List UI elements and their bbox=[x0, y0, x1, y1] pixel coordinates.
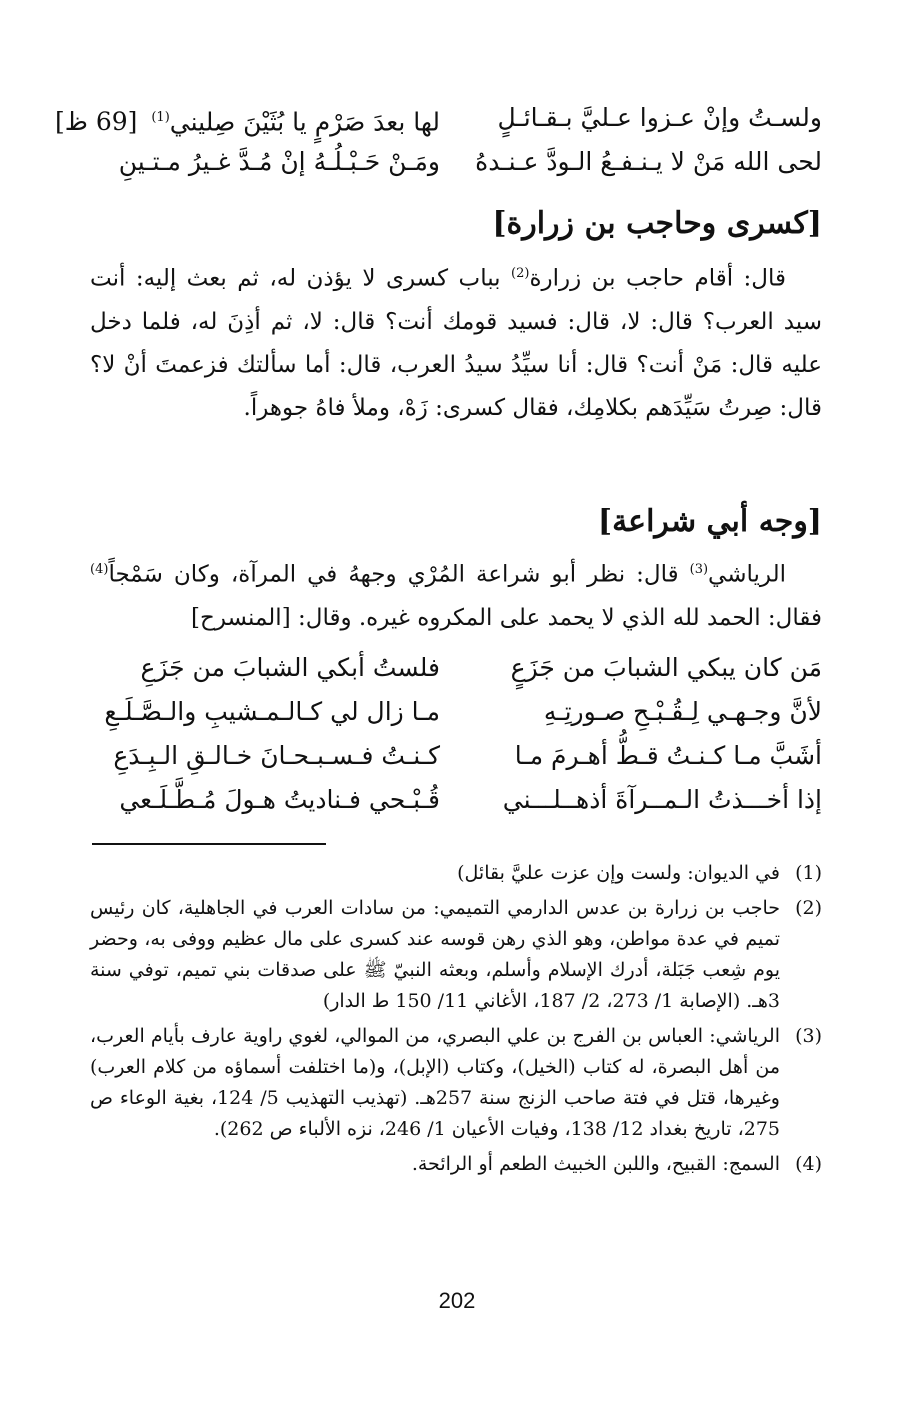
verse-hemistich-first: لحى الله مَنْ لا يـنـفـعُ الـودَّ عـنـدهُ bbox=[475, 147, 822, 176]
verse-hemistich-second: فلستُ أبكي الشبابَ من جَزَعِ bbox=[140, 653, 440, 682]
verse-hemistich-second: مـا زال لي كـالـمـشيبِ والـصَّـلَـعِ bbox=[104, 697, 440, 726]
verse-hemistich-second bbox=[54, 96, 440, 144]
paragraph-text: الرياشي bbox=[708, 561, 786, 588]
section-heading: [كسرى وحاجب بن زرارة] bbox=[492, 206, 822, 241]
verse-hemistich-second: ومَـنْ حَـبْـلُـهُ إنْ مُـدَّ غـيرُ مـتـينِ bbox=[118, 147, 440, 176]
paragraph-text: قال: نظر أبو شراعة المُرْي وجههُ في المرآة، وكان سَمْجاً bbox=[108, 561, 690, 588]
verse-hemistich-first: أشَبَّ مـا كـنـتُ قـطُّ أهـرمَ مـا bbox=[514, 741, 822, 770]
footnote-number: (2) bbox=[795, 897, 822, 919]
footnotes bbox=[90, 858, 822, 1184]
section-paragraph bbox=[90, 548, 822, 640]
verse-line bbox=[90, 734, 822, 778]
footnote-number: (3) bbox=[795, 1025, 822, 1047]
page-number: 202 bbox=[438, 1288, 476, 1313]
verse-hemistich-first: ولسـتُ وإنْ عـزوا عـليَّ بـقـائـلٍ bbox=[497, 103, 822, 132]
folio-marker: [69 ظ] bbox=[54, 107, 138, 137]
verse-line bbox=[90, 140, 822, 184]
footnote-text: السمج: القبيح، واللبن الخبيث الطعم أو الرائحة. bbox=[411, 1153, 780, 1175]
footnote-number: (4) bbox=[795, 1153, 822, 1175]
verse-line bbox=[54, 96, 822, 144]
footnote-ref: (1) bbox=[151, 110, 170, 125]
verse-text: لها بعدَ صَرْمٍ يا بُثَيْنَ صِليني bbox=[169, 107, 440, 137]
footnote-text: حاجب بن زرارة بن عدس الدارمي التميمي: من سادات العرب في الجاهلية، كان رئيس تميم في عدة مواطن، وهو الذي رهن قوسه عند كسرى على مال عظيم ووفى به، وحضر يوم شِعب جَبَلة، أدرك الإسلام وأسلم، وبعثه النبيّ ﷺ على صدقات بني تميم، توفي سنة 3هـ. (الإصابة 1/ 273، 2/ 187، الأغاني 11/ 150 ط الدار) bbox=[90, 897, 780, 1012]
paragraph-text: قال: أقام حاجب بن زرارة bbox=[529, 265, 786, 292]
verse-hemistich-first: مَن كان يبكي الشبابَ من جَزَعٍ bbox=[510, 653, 822, 682]
paragraph-text: فقال: الحمد لله الذي لا يحمد على المكروه غيره. وقال: [المنسرح] bbox=[191, 604, 822, 631]
footnote bbox=[90, 1021, 822, 1145]
verse-line bbox=[90, 690, 822, 734]
footnote-text: الرياشي: العباس بن الفرج بن علي البصري، من الموالي، لغوي راوية عارف بأيام العرب، من أهل البصرة، له كتاب (الخيل)، وكتاب (الإبل)، و(ما اختلفت أسماؤه من كلام العرب) وغيرها، قتل في فتة صاحب الزنج سنة 257هـ. (تهذيب التهذيب 5/ 124، بغية الوعاء ص 275، تاريخ بغداد 12/ 138، وفيات الأعيان 1/ 246، نزه الألباء ص 262). bbox=[90, 1025, 780, 1140]
section-paragraph bbox=[90, 252, 822, 430]
footnote bbox=[90, 893, 822, 1017]
verse-hemistich-first: لأنَّ وجـهـي لِـقُـبْـحِ صـورتِـهِ bbox=[543, 697, 822, 726]
verse-line bbox=[90, 778, 822, 822]
footnote bbox=[90, 858, 822, 889]
footnote-text: في الديوان: ولست وإن عزت عليَّ بقائل) bbox=[457, 862, 780, 884]
footnote bbox=[90, 1149, 822, 1180]
verse-line bbox=[90, 646, 822, 690]
paragraph-text: بباب كسرى لا يؤذن له، ثم بعث إليه: أنت سيد العرب؟ قال: لا، قال: فسيد قومك أنت؟ قال: لا، ثم أذِنَ له، فلما دخل عليه قال: مَنْ أنت؟ قال: أنا سيِّدُ سيدُ العرب، قال: أما سألتك فزعمتَ أنْ لا؟ قال: صِرتُ سَيِّدَهم بكلامِك، فقال كسرى: زَهْ، وملأ فاهُ جوهراً. bbox=[90, 265, 822, 421]
footnote-number: (1) bbox=[795, 862, 822, 884]
section-heading: [وجه أبي شراعة] bbox=[597, 504, 822, 539]
footnote-ref: (3) bbox=[689, 562, 709, 577]
verse-hemistich-second: قُـبْـحي فـناديتُ هـولَ مُـطَّـلَـعي bbox=[119, 785, 440, 814]
footnote-ref: (2) bbox=[511, 266, 530, 281]
footnote-separator bbox=[92, 843, 326, 845]
footnote-ref: (4) bbox=[90, 562, 109, 577]
verse-hemistich-first: إذا أخـــذتُ الـمــرآةَ أذهــلـــني bbox=[502, 785, 822, 814]
verse-hemistich-second: كـنـتُ فـسـبـحـانَ خـالـقِ الـبِـدَعِ bbox=[113, 741, 440, 770]
